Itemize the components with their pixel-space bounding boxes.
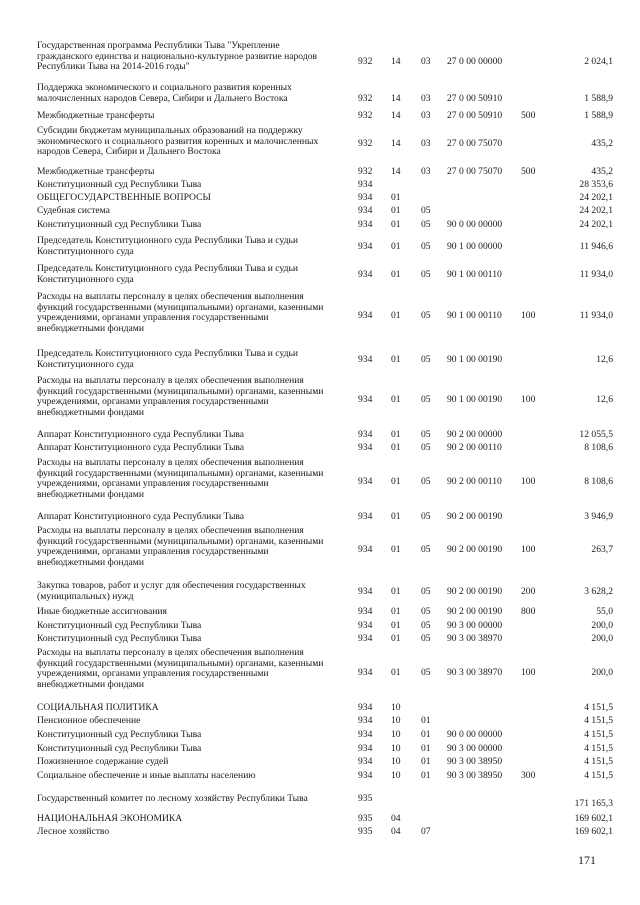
row-prz: 05 (421, 620, 431, 631)
row-sum: 435,2 (591, 166, 613, 177)
row-prz: 05 (421, 586, 431, 597)
row-grbs: 934 (358, 743, 373, 754)
row-sum: 1 588,9 (584, 93, 613, 104)
row-vr: 100 (521, 310, 536, 321)
row-vr: 100 (521, 544, 536, 555)
row-grbs: 932 (358, 56, 373, 67)
row-rz: 01 (391, 544, 401, 555)
row-prz: 01 (421, 756, 431, 767)
row-sum: 11 946,6 (579, 241, 613, 252)
row-name: Поддержка экономического и социального развития коренных малочисленных народов Севера, Сибири и Дальнего Востока (37, 82, 292, 104)
row-rz: 10 (391, 770, 401, 781)
row-csr: 90 1 00 00190 (447, 394, 503, 405)
row-csr: 90 0 00 00000 (447, 219, 503, 230)
row-name: Иные бюджетные ассигнования (37, 606, 167, 617)
row-name: Конституционный суд Республики Тыва (37, 179, 202, 190)
row-prz: 03 (421, 93, 431, 104)
row-rz: 10 (391, 756, 401, 767)
row-prz: 05 (421, 429, 431, 440)
row-prz: 01 (421, 729, 431, 740)
row-prz: 05 (421, 205, 431, 216)
row-name: Расходы на выплаты персоналу в целях обеспечения выполнения функций государственными (муниципальными) органами, казенными учреждениями, органами управления государственными внебюджетными фондами (37, 375, 324, 419)
row-name: Государственная программа Республики Тыва "Укрепление гражданского единства и национально-культурное развитие народов Республики Тыва на 2014-2016 годы" (37, 40, 318, 73)
row-grbs: 935 (358, 826, 373, 837)
row-rz: 01 (391, 394, 401, 405)
row-sum: 169 602,1 (574, 826, 613, 837)
row-name: Конституционный суд Республики Тыва (37, 620, 202, 631)
row-prz: 05 (421, 476, 431, 487)
row-vr: 500 (521, 110, 536, 121)
row-sum: 1 588,9 (584, 110, 613, 121)
row-vr: 100 (521, 667, 536, 678)
row-prz: 05 (421, 310, 431, 321)
row-rz: 04 (391, 826, 401, 837)
row-name: СОЦИАЛЬНАЯ ПОЛИТИКА (37, 702, 159, 713)
row-prz: 05 (421, 544, 431, 555)
row-csr: 90 1 00 00190 (447, 354, 503, 365)
row-grbs: 934 (358, 729, 373, 740)
row-rz: 01 (391, 310, 401, 321)
row-rz: 01 (391, 586, 401, 597)
row-grbs: 934 (358, 620, 373, 631)
row-sum: 2 024,1 (584, 56, 613, 67)
row-grbs: 934 (358, 770, 373, 781)
row-rz: 01 (391, 476, 401, 487)
row-prz: 05 (421, 269, 431, 280)
row-name: Председатель Конституционного суда Республики Тыва и судьи Конституционного суда (37, 263, 298, 285)
row-rz: 14 (391, 110, 401, 121)
row-grbs: 934 (358, 269, 373, 280)
row-rz: 01 (391, 606, 401, 617)
row-prz: 05 (421, 633, 431, 644)
row-grbs: 932 (358, 110, 373, 121)
row-grbs: 934 (358, 442, 373, 453)
row-sum: 3 628,2 (584, 586, 613, 597)
row-rz: 10 (391, 743, 401, 754)
row-name: Субсидии бюджетам муниципальных образований на поддержку экономического и социального развития коренных и малочисленных народов Севера, Сибири и Дальнего Востока (37, 125, 319, 158)
row-csr: 90 2 00 00110 (447, 476, 502, 487)
row-sum: 4 151,5 (584, 743, 613, 754)
row-sum: 55,0 (596, 606, 613, 617)
row-rz: 01 (391, 667, 401, 678)
row-sum: 12,6 (596, 354, 613, 365)
row-grbs: 934 (358, 192, 373, 203)
row-csr: 90 3 00 38950 (447, 756, 503, 767)
row-grbs: 935 (358, 813, 373, 824)
row-prz: 01 (421, 770, 431, 781)
row-sum: 435,2 (591, 138, 613, 149)
row-sum: 3 946,9 (584, 511, 613, 522)
row-csr: 90 3 00 00000 (447, 743, 503, 754)
row-sum: 171 165,3 (574, 798, 613, 809)
row-name: Конституционный суд Республики Тыва (37, 219, 202, 230)
row-name: Конституционный суд Республики Тыва (37, 729, 202, 740)
row-name: Расходы на выплаты персоналу в целях обеспечения выполнения функций государственными (муниципальными) органами, казенными учреждениями, органами управления государственными внебюджетными фондами (37, 525, 324, 569)
row-rz: 01 (391, 192, 401, 203)
row-name: Государственный комитет по лесному хозяйству Республики Тыва (37, 793, 308, 804)
row-sum: 4 151,5 (584, 702, 613, 713)
row-grbs: 934 (358, 476, 373, 487)
row-prz: 05 (421, 667, 431, 678)
row-csr: 90 1 00 00110 (447, 269, 502, 280)
row-sum: 8 108,6 (584, 476, 613, 487)
row-vr: 100 (521, 476, 536, 487)
row-grbs: 934 (358, 633, 373, 644)
row-sum: 200,0 (591, 633, 613, 644)
row-name: ОБЩЕГОСУДАРСТВЕННЫЕ ВОПРОСЫ (37, 192, 211, 203)
row-name: Председатель Конституционного суда Республики Тыва и судьи Конституционного суда (37, 235, 298, 257)
row-name: Конституционный суд Республики Тыва (37, 743, 202, 754)
row-rz: 14 (391, 93, 401, 104)
row-grbs: 932 (358, 138, 373, 149)
row-name: Межбюджетные трансферты (37, 110, 155, 121)
row-csr: 90 0 00 00000 (447, 729, 503, 740)
row-csr: 90 2 00 00190 (447, 586, 503, 597)
row-rz: 01 (391, 354, 401, 365)
row-grbs: 934 (358, 429, 373, 440)
row-csr: 90 3 00 00000 (447, 620, 503, 631)
row-csr: 90 2 00 00190 (447, 511, 503, 522)
row-grbs: 934 (358, 586, 373, 597)
row-grbs: 934 (358, 544, 373, 555)
row-rz: 01 (391, 205, 401, 216)
row-sum: 24 202,1 (579, 192, 613, 203)
row-grbs: 934 (358, 205, 373, 216)
row-sum: 12 055,5 (579, 429, 613, 440)
row-rz: 10 (391, 729, 401, 740)
row-sum: 200,0 (591, 667, 613, 678)
row-name: Лесное хозяйство (37, 826, 110, 837)
row-grbs: 934 (358, 354, 373, 365)
row-grbs: 932 (358, 166, 373, 177)
row-vr: 800 (521, 606, 536, 617)
row-prz: 05 (421, 442, 431, 453)
row-name: Межбюджетные трансферты (37, 166, 155, 177)
row-csr: 90 1 00 00110 (447, 310, 502, 321)
row-grbs: 934 (358, 179, 373, 190)
row-sum: 24 202,1 (579, 219, 613, 230)
row-prz: 05 (421, 606, 431, 617)
row-csr: 90 2 00 00110 (447, 442, 502, 453)
row-csr: 27 0 00 50910 (447, 93, 503, 104)
row-rz: 01 (391, 633, 401, 644)
row-grbs: 934 (358, 756, 373, 767)
row-name: Судебная система (37, 205, 110, 216)
row-rz: 01 (391, 511, 401, 522)
row-prz: 03 (421, 166, 431, 177)
row-sum: 4 151,5 (584, 715, 613, 726)
row-rz: 14 (391, 166, 401, 177)
row-sum: 200,0 (591, 620, 613, 631)
row-name: Аппарат Конституционного суда Республики Тыва (37, 442, 245, 453)
row-name: Аппарат Конституционного суда Республики Тыва (37, 511, 245, 522)
row-name: Пожизненное содержание судей (37, 756, 169, 767)
row-sum: 12,6 (596, 394, 613, 405)
row-prz: 05 (421, 241, 431, 252)
row-grbs: 934 (358, 241, 373, 252)
row-name: Пенсионное обеспечение (37, 715, 141, 726)
row-grbs: 934 (358, 606, 373, 617)
row-name: Конституционный суд Республики Тыва (37, 633, 202, 644)
row-name: Социальное обеспечение и иные выплаты населению (37, 770, 256, 781)
row-sum: 28 353,6 (579, 179, 613, 190)
row-name: Расходы на выплаты персоналу в целях обеспечения выполнения функций государственными (муниципальными) органами, казенными учреждениями, органами управления государственными внебюджетными фондами (37, 647, 324, 691)
row-name: Председатель Конституционного суда Республики Тыва и судьи Конституционного суда (37, 348, 298, 370)
row-rz: 01 (391, 241, 401, 252)
row-csr: 27 0 00 50910 (447, 110, 503, 121)
row-sum: 263,7 (591, 544, 613, 555)
row-vr: 200 (521, 586, 536, 597)
row-prz: 01 (421, 743, 431, 754)
row-prz: 03 (421, 138, 431, 149)
row-grbs: 934 (358, 702, 373, 713)
row-prz: 07 (421, 826, 431, 837)
row-rz: 14 (391, 56, 401, 67)
row-prz: 05 (421, 219, 431, 230)
row-prz: 05 (421, 394, 431, 405)
row-grbs: 934 (358, 511, 373, 522)
row-csr: 90 2 00 00190 (447, 606, 503, 617)
row-sum: 169 602,1 (574, 813, 613, 824)
row-grbs: 934 (358, 667, 373, 678)
row-name: НАЦИОНАЛЬНАЯ ЭКОНОМИКА (37, 813, 183, 824)
row-rz: 01 (391, 620, 401, 631)
row-sum: 4 151,5 (584, 770, 613, 781)
row-prz: 03 (421, 110, 431, 121)
row-sum: 8 108,6 (584, 442, 613, 453)
row-prz: 05 (421, 511, 431, 522)
row-sum: 11 934,0 (579, 310, 613, 321)
row-name: Закупка товаров, работ и услуг для обеспечения государственных (муниципальных) нужд (37, 580, 306, 602)
row-csr: 27 0 00 75070 (447, 138, 503, 149)
row-grbs: 934 (358, 394, 373, 405)
row-grbs: 934 (358, 310, 373, 321)
row-csr: 27 0 00 00000 (447, 56, 503, 67)
row-prz: 05 (421, 354, 431, 365)
row-rz: 01 (391, 269, 401, 280)
row-rz: 10 (391, 715, 401, 726)
row-vr: 300 (521, 770, 536, 781)
row-csr: 90 3 00 38950 (447, 770, 503, 781)
row-csr: 90 3 00 38970 (447, 633, 503, 644)
row-grbs: 934 (358, 715, 373, 726)
row-csr: 90 1 00 00000 (447, 241, 503, 252)
row-csr: 90 2 00 00000 (447, 429, 503, 440)
row-sum: 24 202,1 (579, 205, 613, 216)
row-prz: 03 (421, 56, 431, 67)
row-csr: 27 0 00 75070 (447, 166, 503, 177)
row-sum: 4 151,5 (584, 729, 613, 740)
row-rz: 01 (391, 429, 401, 440)
row-name: Аппарат Конституционного суда Республики Тыва (37, 429, 245, 440)
row-grbs: 932 (358, 93, 373, 104)
row-rz: 04 (391, 813, 401, 824)
row-name: Расходы на выплаты персоналу в целях обеспечения выполнения функций государственными (муниципальными) органами, казенными учреждениями, органами управления государственными внебюджетными фондами (37, 457, 324, 501)
row-csr: 90 3 00 38970 (447, 667, 503, 678)
row-rz: 14 (391, 138, 401, 149)
row-rz: 10 (391, 702, 401, 713)
row-rz: 01 (391, 219, 401, 230)
row-vr: 100 (521, 394, 536, 405)
row-sum: 4 151,5 (584, 756, 613, 767)
row-grbs: 934 (358, 219, 373, 230)
row-csr: 90 2 00 00190 (447, 544, 503, 555)
row-prz: 01 (421, 715, 431, 726)
row-vr: 500 (521, 166, 536, 177)
row-sum: 11 934,0 (579, 269, 613, 280)
row-name: Расходы на выплаты персоналу в целях обеспечения выполнения функций государственными (муниципальными) органами, казенными учреждениями, органами управления государственными внебюджетными фондами (37, 291, 324, 335)
row-grbs: 935 (358, 793, 373, 804)
row-rz: 01 (391, 442, 401, 453)
page-number: 171 (578, 853, 596, 867)
